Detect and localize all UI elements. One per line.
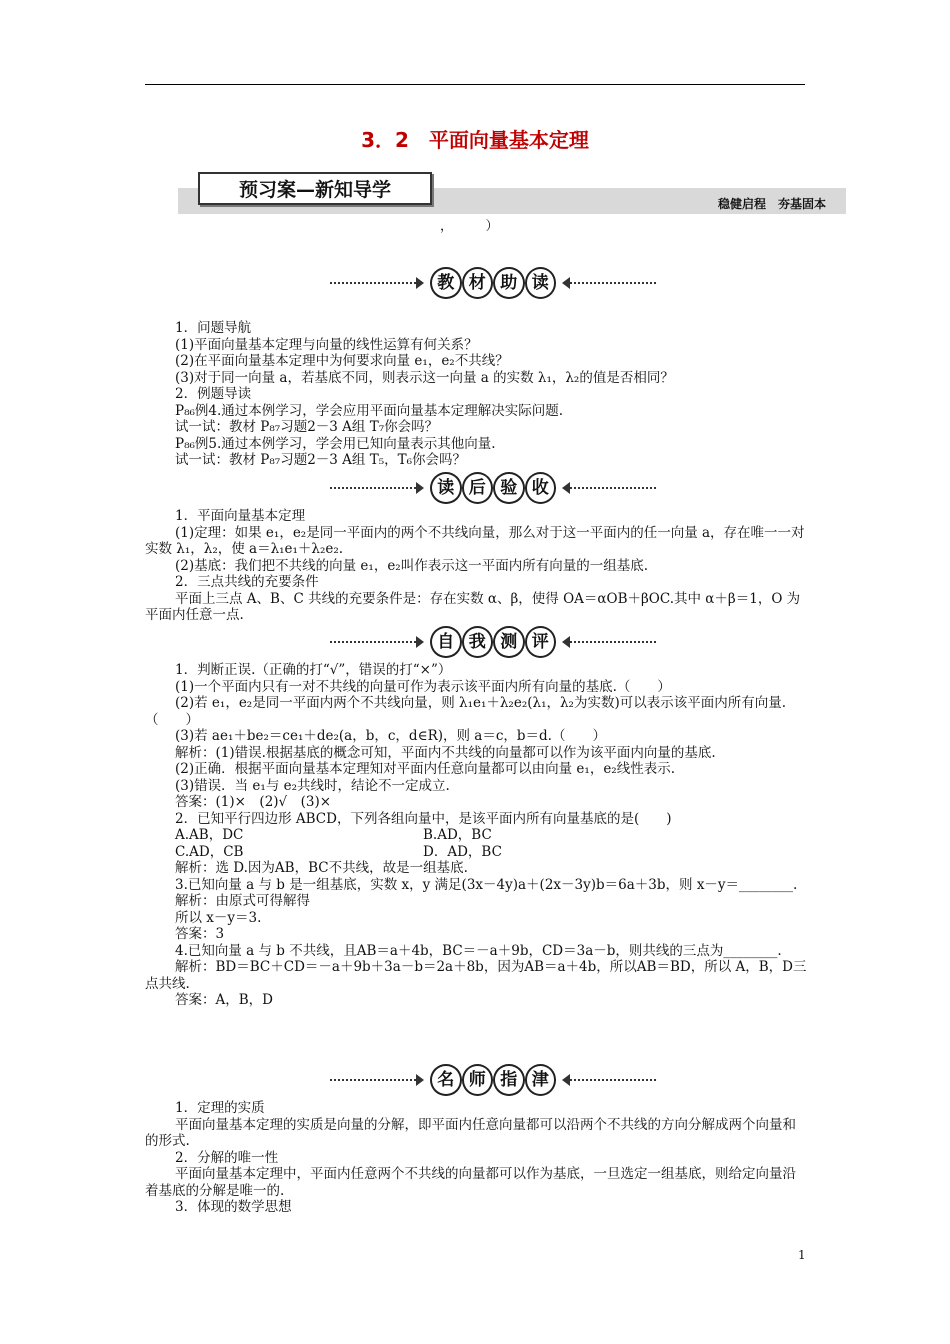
text-line: 平面向量基本定理的实质是向量的分解，即平面内任意向量都可以沿两个不共线的方向分解成两个向量和的形式. — [145, 1116, 796, 1149]
text-line: 1．判断正误.（正确的打“√”，错误的打“×”） — [175, 662, 452, 678]
text-line: 试一试：教材 P₈₇习题2－3 A组 T₇你会吗？ — [175, 419, 439, 435]
divider-char: 教 — [430, 267, 462, 299]
divider-char: 评 — [525, 626, 557, 658]
text-line: (2)若 e₁，e₂是同一平面内两个不共线向量，则 λ₁e₁＋λ₂e₂(λ₁，λ₂为实数)可以表示该平面内所有向量.（ ） — [145, 695, 787, 728]
text-line: 答案：(1)× (2)√ (3)× — [175, 794, 332, 810]
divider-char: 津 — [525, 1064, 557, 1096]
page-number: 1 — [798, 1248, 806, 1262]
text-line: 2．例题导读 — [175, 386, 252, 402]
text-line: 3.已知向量 a 与 b 是一组基底，实数 x，y 满足(3x－4y)a＋(2x－3y)b＝6a＋3b，则 x－y＝________. — [175, 876, 798, 893]
section-jiaocai — [145, 320, 809, 469]
banner-slogan: 稳健启程 夯基固本 — [717, 197, 826, 211]
section-mingshi — [145, 1100, 809, 1216]
text-line: P₈₆例4.通过本例学习，学会应用平面向量基本定理解决实际问题. — [175, 402, 564, 419]
text-line: 2．已知平行四边形 ABCD，下列各组向量中，是该平面内所有向量基底的是( ) — [175, 810, 672, 827]
option-c: C.AD，CB — [175, 843, 244, 860]
options-row — [145, 844, 809, 861]
section-duhou — [145, 508, 809, 624]
text-line: 答案：A，B，D — [175, 992, 273, 1008]
section-ziwo — [145, 662, 809, 1009]
text-line: (1)一个平面内只有一对不共线的向量可作为表示该平面内所有向量的基底.（ ） — [175, 678, 671, 695]
text-line: (3)若 ae₁＋be₂＝ce₁＋de₂(a，b，c，d∈R)，则 a＝c，b＝d.（ ） — [175, 728, 606, 744]
option-a: A.AB，DC — [175, 827, 244, 843]
text-line: 1．平面向量基本定理 — [175, 508, 306, 524]
divider-char: 后 — [462, 472, 494, 504]
page-title: 3．2 平面向量基本定理 — [361, 128, 589, 152]
banner-label: 预习案—新知导学 — [198, 172, 432, 205]
divider-char: 指 — [493, 1064, 525, 1096]
divider-char: 名 — [430, 1064, 462, 1096]
divider-mingshi — [330, 1064, 656, 1096]
text-line: (1)定理：如果 e₁，e₂是同一平面内的两个不共线向量，那么对于这一平面内的任一向量 a，存在唯一一对实数 λ₁，λ₂，使 a＝λ₁e₁＋λ₂e₂. — [145, 524, 805, 557]
text-line: 3．体现的数学思想 — [175, 1199, 292, 1215]
divider-char: 收 — [525, 472, 557, 504]
divider-char: 助 — [493, 267, 525, 299]
divider-char: 读 — [430, 472, 462, 504]
divider-duhou — [330, 472, 656, 504]
divider-ziwo — [330, 626, 656, 658]
text-line: P₈₆例5.通过本例学习，学会用已知向量表示其他向量. — [175, 435, 496, 452]
text-line: (1)平面向量基本定理与向量的线性运算有何关系？ — [175, 336, 478, 353]
option-d: D．AD，BC — [423, 843, 502, 860]
divider-char: 材 — [462, 267, 494, 299]
text-line: 解析：选 D.因为AB，BC不共线，故是一组基底. — [175, 860, 468, 876]
text-line: (3)对于同一向量 a，若基底不同，则表示这一向量 a 的实数 λ₁，λ₂的值是否相同？ — [175, 369, 674, 386]
text-line: 平面上三点 A、B、C 共线的充要条件是：存在实数 α、β，使得 OA＝αOB＋βOC.其中 α＋β＝1，O 为平面内任意一点. — [145, 590, 801, 623]
text-line: 解析：由原式可得解得 — [175, 893, 310, 909]
text-line: 所以 x－y＝3. — [175, 909, 262, 926]
divider-char: 自 — [430, 626, 462, 658]
text-line: 2．三点共线的充要条件 — [175, 574, 319, 590]
text-line: 试一试：教材 P₈₇习题2－3 A组 T₅，T₆你会吗？ — [175, 452, 467, 468]
text-line: 1．问题导航 — [175, 320, 252, 336]
text-line: (2)基底：我们把不共线的向量 e₁，e₂叫作表示这一平面内所有向量的一组基底. — [175, 557, 649, 574]
divider-char: 师 — [462, 1064, 494, 1096]
text-line: 4.已知向量 a 与 b 不共线，且AB＝a＋4b，BC＝－a＋9b，CD＝3a－b，则共线的三点为________. — [175, 942, 782, 959]
options-row — [145, 827, 809, 844]
text-line: 2．分解的唯一性 — [175, 1149, 279, 1166]
divider-char: 验 — [493, 472, 525, 504]
text-line: (2)正确．根据平面向量基本定理知对平面内任意向量都可以由向量 e₁，e₂线性表示. — [175, 761, 676, 777]
text-line: 答案：3 — [175, 926, 225, 942]
divider-char: 读 — [525, 267, 557, 299]
text-line: 解析：(1)错误.根据基底的概念可知，平面内不共线的向量都可以作为该平面内向量的基底. — [175, 744, 716, 761]
divider-char: 测 — [493, 626, 525, 658]
text-line: 1．定理的实质 — [175, 1100, 265, 1116]
option-b: B.AD，BC — [423, 827, 492, 843]
header-rule — [145, 84, 805, 85]
stray-text: ， ） — [440, 219, 499, 234]
text-line: (3)错误．当 e₁与 e₂共线时，结论不一定成立. — [175, 777, 450, 794]
text-line: 平面向量基本定理中，平面内任意两个不共线的向量都可以作为基底，一旦选定一组基底，则给定向量沿着基底的分解是唯一的. — [145, 1166, 796, 1199]
divider-char: 我 — [462, 626, 494, 658]
divider-jiaocai — [330, 267, 656, 299]
text-line: (2)在平面向量基本定理中为何要求向量 e₁，e₂不共线？ — [175, 353, 509, 369]
text-line: 解析：BD＝BC＋CD＝－a＋9b＋3a－b＝2a＋8b，因为AB＝a＋4b，所以AB＝BD，所以 A，B，D三点共线. — [145, 959, 807, 992]
